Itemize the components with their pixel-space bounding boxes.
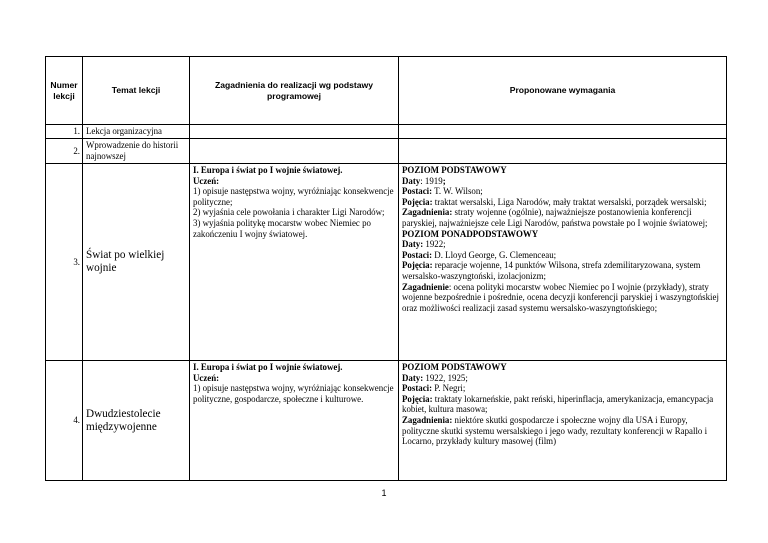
basic-dates: Daty: 1919; [402, 175, 446, 186]
lesson-number: 1. [46, 125, 83, 139]
basic-persons: Postaci: P. Negri; [402, 383, 466, 394]
header-requirements: Proponowane wymagania [399, 57, 727, 125]
advanced-level-title: POZIOM PONADPODSTAWOWY [402, 228, 539, 239]
curriculum-cell [190, 361, 399, 481]
curriculum-student-label: Uczeń: [193, 372, 220, 383]
basic-level-title: POZIOM PODSTAWOWY [402, 165, 507, 175]
curriculum-item: 3) wyjaśnia politykę mocarstw wobec Niemiec po zakończeniu I wojny światowej. [193, 217, 371, 239]
basic-concepts: Pojęcia: traktat wersalski, Liga Narodów, mały traktat wersalski, porządek wersalski; [402, 196, 707, 207]
lesson-topic: Dwudziestolecie międzywojenne [83, 361, 190, 481]
requirements-cell [399, 125, 727, 139]
basic-issues: Zagadnienia: straty wojenne (ogólnie), najważniejsze postanowienia konferencji paryskiej, najważniejsze cele Ligi Narodów, państwa powstałe po I wojnie światowej; [402, 207, 708, 228]
table-row [46, 164, 727, 361]
table-row [46, 139, 727, 164]
curriculum-cell [190, 164, 399, 361]
table-header-row [46, 57, 727, 125]
table-row [46, 125, 727, 139]
lesson-number: 2. [46, 139, 83, 164]
basic-persons: Postaci: T. W. Wilson; [402, 186, 483, 197]
lesson-plan-table [45, 56, 727, 481]
curriculum-item: 1) opisuje następstwa wojny, wyróżniając konsekwencje polityczne, gospodarcze, społeczne i kulturowe. [193, 383, 394, 404]
table-row [46, 361, 727, 481]
basic-issues: Zagadnienia: niektóre skutki gospodarcze i społeczne wojny dla USA i Europy, polityczne skutki systemu wersalskiego i jego wady, rezultaty konferencji w Rapallo i Locarno, przykłady kultury masowej (film) [402, 414, 708, 447]
header-lesson-topic: Temat lekcji [83, 57, 190, 125]
basic-dates: Daty: 1922, 1925; [402, 372, 468, 383]
curriculum-item: 2) wyjaśnia cele powołania i charakter Ligi Narodów; [193, 207, 385, 218]
advanced-persons: Postaci: D. Lloyd George, G. Clemenceau; [402, 249, 557, 260]
curriculum-cell [190, 125, 399, 139]
curriculum-cell [190, 139, 399, 164]
requirements-cell [399, 361, 727, 481]
advanced-concepts: Pojęcia: reparacje wojenne, 14 punktów Wilsona, strefa zdemilitaryzowana, system wersalsko-waszyngtoński, izolacjonizm; [402, 260, 701, 281]
lesson-topic: Świat po wielkiej wojnie [83, 164, 190, 361]
lesson-number: 4. [46, 361, 83, 481]
basic-level-title: POZIOM PODSTAWOWY [402, 362, 507, 372]
page-number: 1 [381, 488, 387, 498]
lesson-topic: Wprowadzenie do historii najnowszej [83, 139, 190, 164]
curriculum-item: 1) opisuje następstwa wojny, wyróżniając konsekwencje polityczne; [193, 186, 394, 207]
curriculum-section-title: I. Europa i świat po I wojnie światowej. [193, 165, 343, 175]
header-curriculum-topics: Zagadnienia do realizacji wg podstawy programowej [190, 57, 399, 125]
advanced-dates: Daty: 1922; [402, 239, 446, 250]
header-lesson-number: Numer lekcji [46, 57, 83, 125]
requirements-cell [399, 164, 727, 361]
requirements-cell [399, 139, 727, 164]
basic-concepts: Pojęcia: traktaty lokarneńskie, pakt reński, hiperinflacja, amerykanizacja, emancypacja kobiet, kultura masowa; [402, 393, 714, 415]
curriculum-student-label: Uczeń: [193, 175, 220, 186]
lesson-number: 3. [46, 164, 83, 361]
lesson-topic: Lekcja organizacyjna [83, 125, 190, 139]
curriculum-section-title: I. Europa i świat po I wojnie światowej. [193, 362, 343, 372]
advanced-issues: Zagadnienie: ocena polityki mocarstw wobec Niemiec po I wojnie (przykłady), straty wojenne bezpośrednie i pośrednie, ocena decyzji konferencji paryskiej i waszyngtońskiej oraz możliwości realizacji zasad systemu wersalsko-waszyngtońskiego; [402, 281, 719, 313]
